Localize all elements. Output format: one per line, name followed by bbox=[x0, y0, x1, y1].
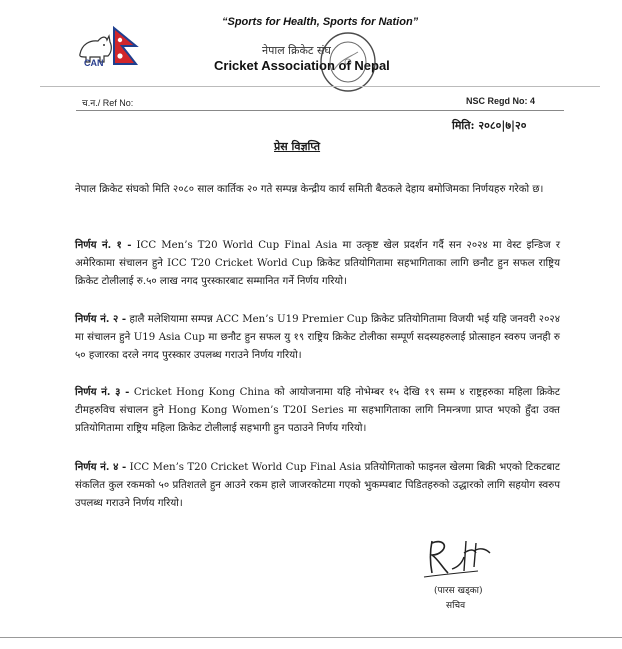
header-divider bbox=[40, 86, 600, 87]
nsc-registration: NSC Regd No: 4 bbox=[466, 96, 536, 106]
decision-paragraph bbox=[75, 310, 560, 365]
org-name-nepali: नेपाल क्रिकेट संघ bbox=[262, 44, 331, 57]
intro-paragraph: नेपाल क्रिकेट संघको मिति २०८० साल कार्तिक २० गते सम्पन्न केन्द्रीय कार्य समिती बैठकले देहाय बमोजिमका निर्णयहरु गरेको छ। bbox=[75, 184, 544, 195]
decision-text: Cricket Hong Kong China को आयोजनामा यहि नोभेम्बर १५ देखि १९ सम्म ४ राष्ट्रहरुका महिला क्रिकेट टीमहरुविच संचालन हुने Hong Kong Women’s T20I Series मा सहभागिताका लागि निमन्त्रणा प्राप्त भएको हुँदा उक्त प्रतियोगितामा राष्ट्रिय महिला क्रिकेट टोलीलाई सहभागी हुन पठाउने निर्णय गरियो। bbox=[75, 387, 560, 434]
signature-icon bbox=[418, 533, 500, 583]
decision-text: ICC Men’s T20 World Cup Final Asia मा उत्कृष्ट खेल प्रदर्शन गर्दै सन २०२४ मा वेस्ट इन्डिज र अमेरिकामा संचालन हुने ICC T20 Cricket World Cup क्रिकेट प्रतियोगितामा सहभागिताका लागि छनौट हुन सफल राष्ट्रिय क्रिकेट टोलीलाई रु.५० लाख नगद पुरस्कारबाट सम्मानित गर्ने निर्णय गरियो। bbox=[75, 240, 560, 287]
logo-text: CAN bbox=[84, 58, 104, 68]
org-name-english: Cricket Association of Nepal bbox=[214, 58, 390, 73]
decision-label: निर्णय नं. १ - bbox=[75, 239, 132, 251]
signatory-title: सचिव bbox=[446, 601, 466, 611]
decision-paragraph bbox=[75, 458, 560, 513]
decision-paragraph bbox=[75, 383, 560, 438]
document-date: मिति: २०८०|७|२० bbox=[452, 119, 527, 132]
ref-number-label: च.न./ Ref No: bbox=[82, 98, 134, 108]
official-seal-icon bbox=[318, 30, 378, 94]
decision-label: निर्णय नं. ४ - bbox=[75, 461, 127, 473]
slogan: “Sports for Health, Sports for Nation” bbox=[222, 16, 419, 28]
decision-text: हालै मलेशियामा सम्पन्न ACC Men’s U19 Premier Cup क्रिकेट प्रतियोगितामा विजयी भई यहि जनवरी २०२४ मा संचालन हुने U19 Asia Cup मा छनौट हुन सफल यु १९ राष्ट्रिय क्रिकेट टोलीका सम्पूर्ण सदस्यहरुलाई प्रोत्साहन स्वरुप जनही रु ५० हजारका दरले नगद पुरस्कार उपलब्ध गराउने निर्णय गरियो। bbox=[75, 314, 561, 361]
ref-divider bbox=[76, 110, 564, 111]
decision-text: ICC Men’s T20 Cricket World Cup Final Asia प्रतियोगिताको फाइनल खेलमा बिक्री भएको टिकटबाट संकलित कुल रकमको ५० प्रतिशतले हुन आउने रकम हाले जाजरकोटमा गएको भुकम्पबाट पिडितहरुको उद्धारको लागि सहयोग स्वरुप उपलब्ध गराउने निर्णय गरियो। bbox=[75, 462, 560, 509]
press-release-title: प्रेस विज्ञप्ति bbox=[274, 140, 321, 153]
signatory-name: (पारस खड्का) bbox=[434, 586, 483, 596]
decision-label: निर्णय नं. २ - bbox=[75, 313, 127, 325]
decision-label: निर्णय नं. ३ - bbox=[75, 386, 130, 398]
page-bottom-edge bbox=[0, 637, 622, 638]
decision-paragraph bbox=[75, 236, 560, 291]
